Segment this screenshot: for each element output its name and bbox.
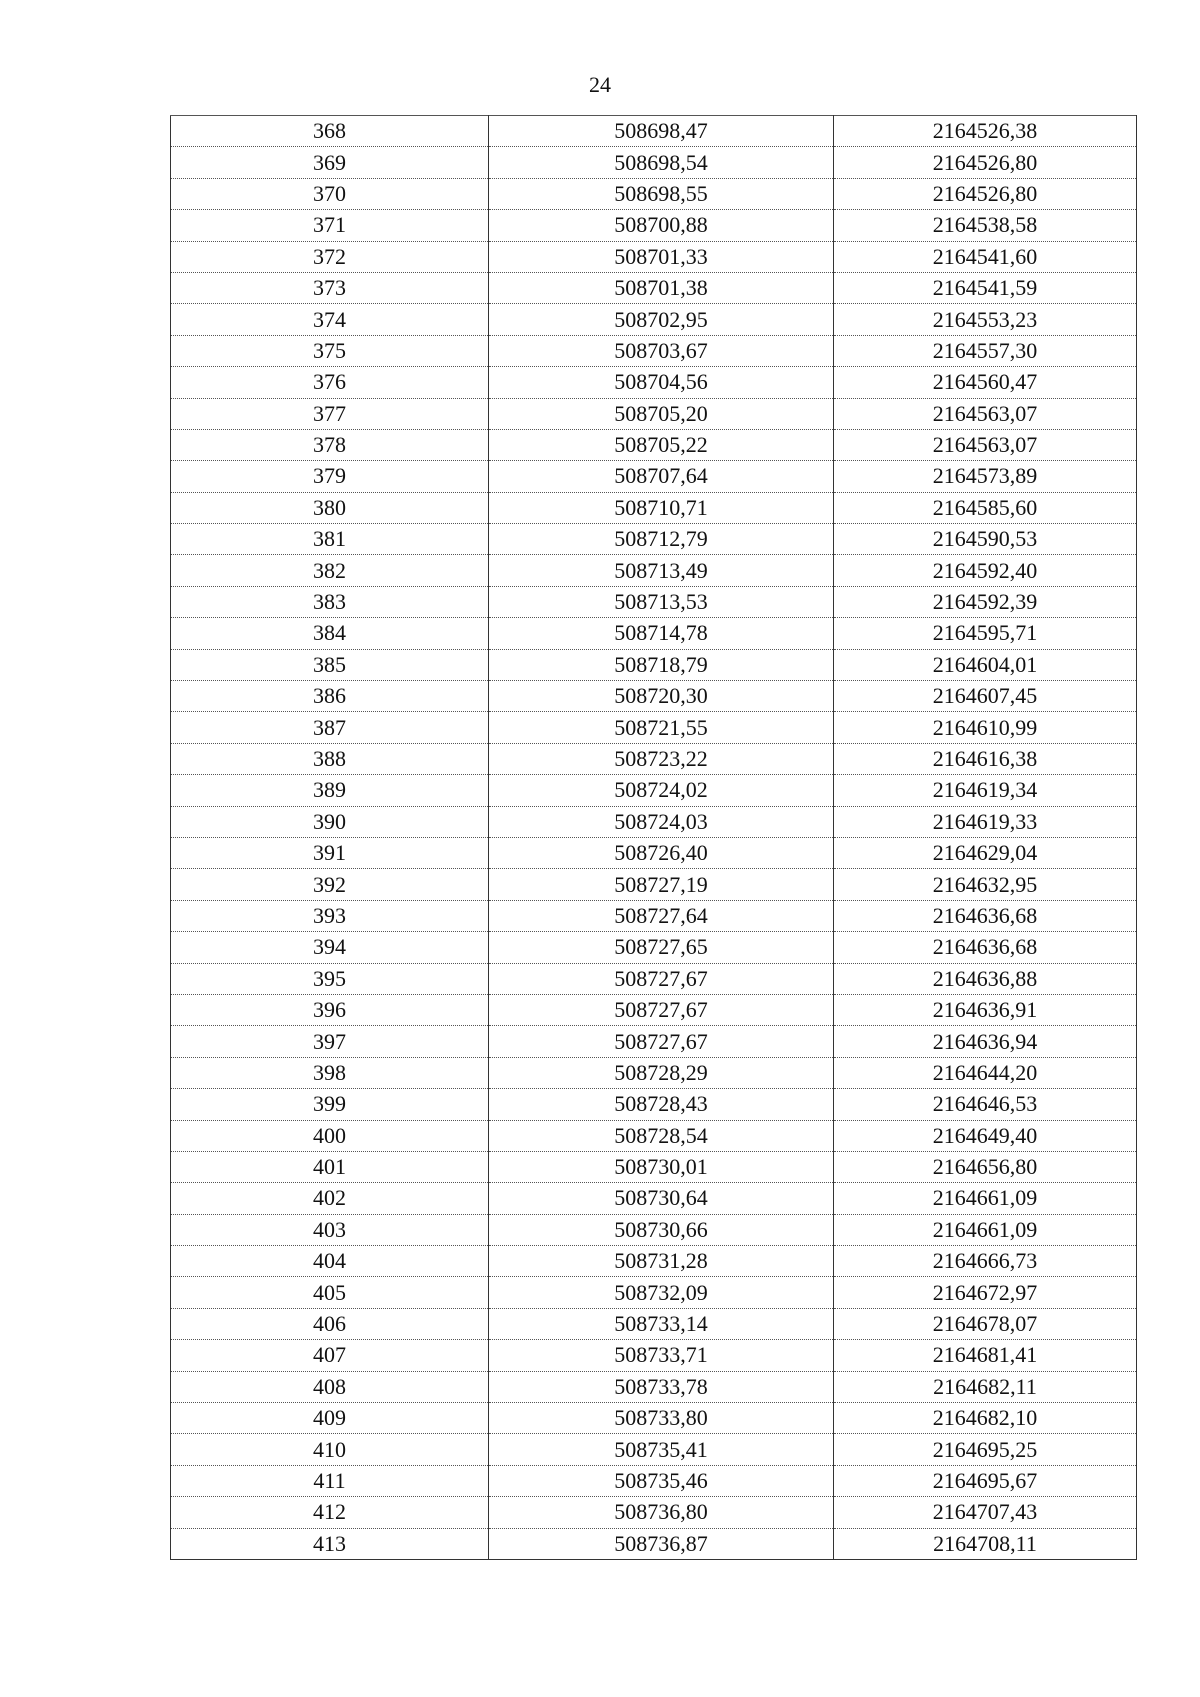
x-coordinate-cell: 508727,19 [489,869,834,900]
point-number-cell: 376 [171,367,489,398]
x-coordinate-cell: 508720,30 [489,681,834,712]
point-number-cell: 382 [171,555,489,586]
x-coordinate-cell: 508727,65 [489,932,834,963]
table-row [171,712,1137,743]
table-row [171,963,1137,994]
point-number-cell: 398 [171,1057,489,1088]
x-coordinate-cell: 508733,78 [489,1371,834,1402]
table-row [171,743,1137,774]
point-number-cell: 374 [171,304,489,335]
y-coordinate-cell: 2164538,58 [834,210,1137,241]
x-coordinate-cell: 508707,64 [489,461,834,492]
point-number-cell: 409 [171,1403,489,1434]
y-coordinate-cell: 2164656,80 [834,1151,1137,1182]
y-coordinate-cell: 2164557,30 [834,335,1137,366]
x-coordinate-cell: 508733,71 [489,1340,834,1371]
point-number-cell: 411 [171,1465,489,1496]
table-row [171,649,1137,680]
point-number-cell: 370 [171,178,489,209]
x-coordinate-cell: 508705,22 [489,429,834,460]
point-number-cell: 392 [171,869,489,900]
point-number-cell: 399 [171,1089,489,1120]
x-coordinate-cell: 508728,29 [489,1057,834,1088]
x-coordinate-cell: 508710,71 [489,492,834,523]
table-row [171,1026,1137,1057]
point-number-cell: 410 [171,1434,489,1465]
point-number-cell: 388 [171,743,489,774]
x-coordinate-cell: 508704,56 [489,367,834,398]
table-row [171,869,1137,900]
y-coordinate-cell: 2164672,97 [834,1277,1137,1308]
y-coordinate-cell: 2164604,01 [834,649,1137,680]
x-coordinate-cell: 508733,14 [489,1308,834,1339]
x-coordinate-cell: 508727,67 [489,994,834,1025]
table-row [171,586,1137,617]
table-row [171,241,1137,272]
table-row [171,681,1137,712]
table-row [171,775,1137,806]
point-number-cell: 389 [171,775,489,806]
point-number-cell: 401 [171,1151,489,1182]
point-number-cell: 406 [171,1308,489,1339]
y-coordinate-cell: 2164646,53 [834,1089,1137,1120]
x-coordinate-cell: 508727,64 [489,900,834,931]
point-number-cell: 372 [171,241,489,272]
coordinates-table [170,115,1137,1560]
y-coordinate-cell: 2164695,25 [834,1434,1137,1465]
point-number-cell: 408 [171,1371,489,1402]
table-row [171,147,1137,178]
point-number-cell: 390 [171,806,489,837]
page-number: 24 [589,72,611,97]
y-coordinate-cell: 2164682,10 [834,1403,1137,1434]
y-coordinate-cell: 2164695,67 [834,1465,1137,1496]
x-coordinate-cell: 508732,09 [489,1277,834,1308]
y-coordinate-cell: 2164649,40 [834,1120,1137,1151]
point-number-cell: 405 [171,1277,489,1308]
table-row [171,1340,1137,1371]
table-row [171,1434,1137,1465]
table-row [171,1308,1137,1339]
table-row [171,1528,1137,1559]
x-coordinate-cell: 508730,66 [489,1214,834,1245]
y-coordinate-cell: 2164595,71 [834,618,1137,649]
x-coordinate-cell: 508733,80 [489,1403,834,1434]
table-row [171,524,1137,555]
y-coordinate-cell: 2164563,07 [834,429,1137,460]
point-number-cell: 378 [171,429,489,460]
table-row [171,304,1137,335]
x-coordinate-cell: 508698,47 [489,116,834,147]
point-number-cell: 371 [171,210,489,241]
table-row [171,461,1137,492]
y-coordinate-cell: 2164636,94 [834,1026,1137,1057]
x-coordinate-cell: 508703,67 [489,335,834,366]
x-coordinate-cell: 508735,46 [489,1465,834,1496]
table-row [171,618,1137,649]
point-number-cell: 396 [171,994,489,1025]
y-coordinate-cell: 2164610,99 [834,712,1137,743]
table-row [171,1214,1137,1245]
y-coordinate-cell: 2164678,07 [834,1308,1137,1339]
x-coordinate-cell: 508700,88 [489,210,834,241]
table-row [171,210,1137,241]
table-row [171,994,1137,1025]
table-row [171,116,1137,147]
point-number-cell: 397 [171,1026,489,1057]
point-number-cell: 375 [171,335,489,366]
table-row [171,398,1137,429]
x-coordinate-cell: 508735,41 [489,1434,834,1465]
y-coordinate-cell: 2164632,95 [834,869,1137,900]
x-coordinate-cell: 508698,55 [489,178,834,209]
y-coordinate-cell: 2164563,07 [834,398,1137,429]
x-coordinate-cell: 508736,87 [489,1528,834,1559]
x-coordinate-cell: 508724,03 [489,806,834,837]
x-coordinate-cell: 508714,78 [489,618,834,649]
x-coordinate-cell: 508727,67 [489,1026,834,1057]
y-coordinate-cell: 2164661,09 [834,1183,1137,1214]
table-row [171,1465,1137,1496]
y-coordinate-cell: 2164636,88 [834,963,1137,994]
point-number-cell: 369 [171,147,489,178]
point-number-cell: 413 [171,1528,489,1559]
x-coordinate-cell: 508730,64 [489,1183,834,1214]
y-coordinate-cell: 2164607,45 [834,681,1137,712]
point-number-cell: 407 [171,1340,489,1371]
y-coordinate-cell: 2164708,11 [834,1528,1137,1559]
point-number-cell: 394 [171,932,489,963]
table-row [171,1371,1137,1402]
point-number-cell: 377 [171,398,489,429]
y-coordinate-cell: 2164592,39 [834,586,1137,617]
x-coordinate-cell: 508701,38 [489,272,834,303]
table-row [171,837,1137,868]
table-row [171,1246,1137,1277]
point-number-cell: 395 [171,963,489,994]
table-row [171,1089,1137,1120]
x-coordinate-cell: 508726,40 [489,837,834,868]
table-row [171,335,1137,366]
y-coordinate-cell: 2164644,20 [834,1057,1137,1088]
point-number-cell: 383 [171,586,489,617]
x-coordinate-cell: 508731,28 [489,1246,834,1277]
y-coordinate-cell: 2164541,60 [834,241,1137,272]
point-number-cell: 373 [171,272,489,303]
y-coordinate-cell: 2164682,11 [834,1371,1137,1402]
x-coordinate-cell: 508702,95 [489,304,834,335]
y-coordinate-cell: 2164616,38 [834,743,1137,774]
y-coordinate-cell: 2164636,91 [834,994,1137,1025]
point-number-cell: 403 [171,1214,489,1245]
point-number-cell: 380 [171,492,489,523]
y-coordinate-cell: 2164526,38 [834,116,1137,147]
coordinates-table-body [171,116,1137,1560]
y-coordinate-cell: 2164619,33 [834,806,1137,837]
x-coordinate-cell: 508713,53 [489,586,834,617]
x-coordinate-cell: 508730,01 [489,1151,834,1182]
table-row [171,1403,1137,1434]
x-coordinate-cell: 508705,20 [489,398,834,429]
table-row [171,1277,1137,1308]
y-coordinate-cell: 2164526,80 [834,147,1137,178]
y-coordinate-cell: 2164560,47 [834,367,1137,398]
y-coordinate-cell: 2164526,80 [834,178,1137,209]
table-row [171,367,1137,398]
x-coordinate-cell: 508721,55 [489,712,834,743]
table-row [171,178,1137,209]
point-number-cell: 400 [171,1120,489,1151]
point-number-cell: 391 [171,837,489,868]
y-coordinate-cell: 2164592,40 [834,555,1137,586]
x-coordinate-cell: 508698,54 [489,147,834,178]
y-coordinate-cell: 2164553,23 [834,304,1137,335]
y-coordinate-cell: 2164573,89 [834,461,1137,492]
y-coordinate-cell: 2164666,73 [834,1246,1137,1277]
x-coordinate-cell: 508712,79 [489,524,834,555]
table-row [171,272,1137,303]
table-row [171,1183,1137,1214]
x-coordinate-cell: 508728,54 [489,1120,834,1151]
y-coordinate-cell: 2164636,68 [834,900,1137,931]
table-row [171,932,1137,963]
point-number-cell: 379 [171,461,489,492]
table-row [171,1120,1137,1151]
x-coordinate-cell: 508701,33 [489,241,834,272]
y-coordinate-cell: 2164541,59 [834,272,1137,303]
y-coordinate-cell: 2164681,41 [834,1340,1137,1371]
point-number-cell: 368 [171,116,489,147]
point-number-cell: 384 [171,618,489,649]
x-coordinate-cell: 508718,79 [489,649,834,680]
y-coordinate-cell: 2164629,04 [834,837,1137,868]
x-coordinate-cell: 508713,49 [489,555,834,586]
x-coordinate-cell: 508723,22 [489,743,834,774]
point-number-cell: 386 [171,681,489,712]
x-coordinate-cell: 508736,80 [489,1497,834,1528]
point-number-cell: 381 [171,524,489,555]
point-number-cell: 404 [171,1246,489,1277]
table-row [171,900,1137,931]
y-coordinate-cell: 2164619,34 [834,775,1137,806]
point-number-cell: 393 [171,900,489,931]
point-number-cell: 402 [171,1183,489,1214]
point-number-cell: 412 [171,1497,489,1528]
table-row [171,1151,1137,1182]
point-number-cell: 385 [171,649,489,680]
table-row [171,1497,1137,1528]
x-coordinate-cell: 508724,02 [489,775,834,806]
y-coordinate-cell: 2164590,53 [834,524,1137,555]
table-row [171,555,1137,586]
x-coordinate-cell: 508727,67 [489,963,834,994]
x-coordinate-cell: 508728,43 [489,1089,834,1120]
y-coordinate-cell: 2164661,09 [834,1214,1137,1245]
table-row [171,1057,1137,1088]
table-row [171,806,1137,837]
y-coordinate-cell: 2164707,43 [834,1497,1137,1528]
y-coordinate-cell: 2164636,68 [834,932,1137,963]
point-number-cell: 387 [171,712,489,743]
y-coordinate-cell: 2164585,60 [834,492,1137,523]
table-row [171,492,1137,523]
table-row [171,429,1137,460]
